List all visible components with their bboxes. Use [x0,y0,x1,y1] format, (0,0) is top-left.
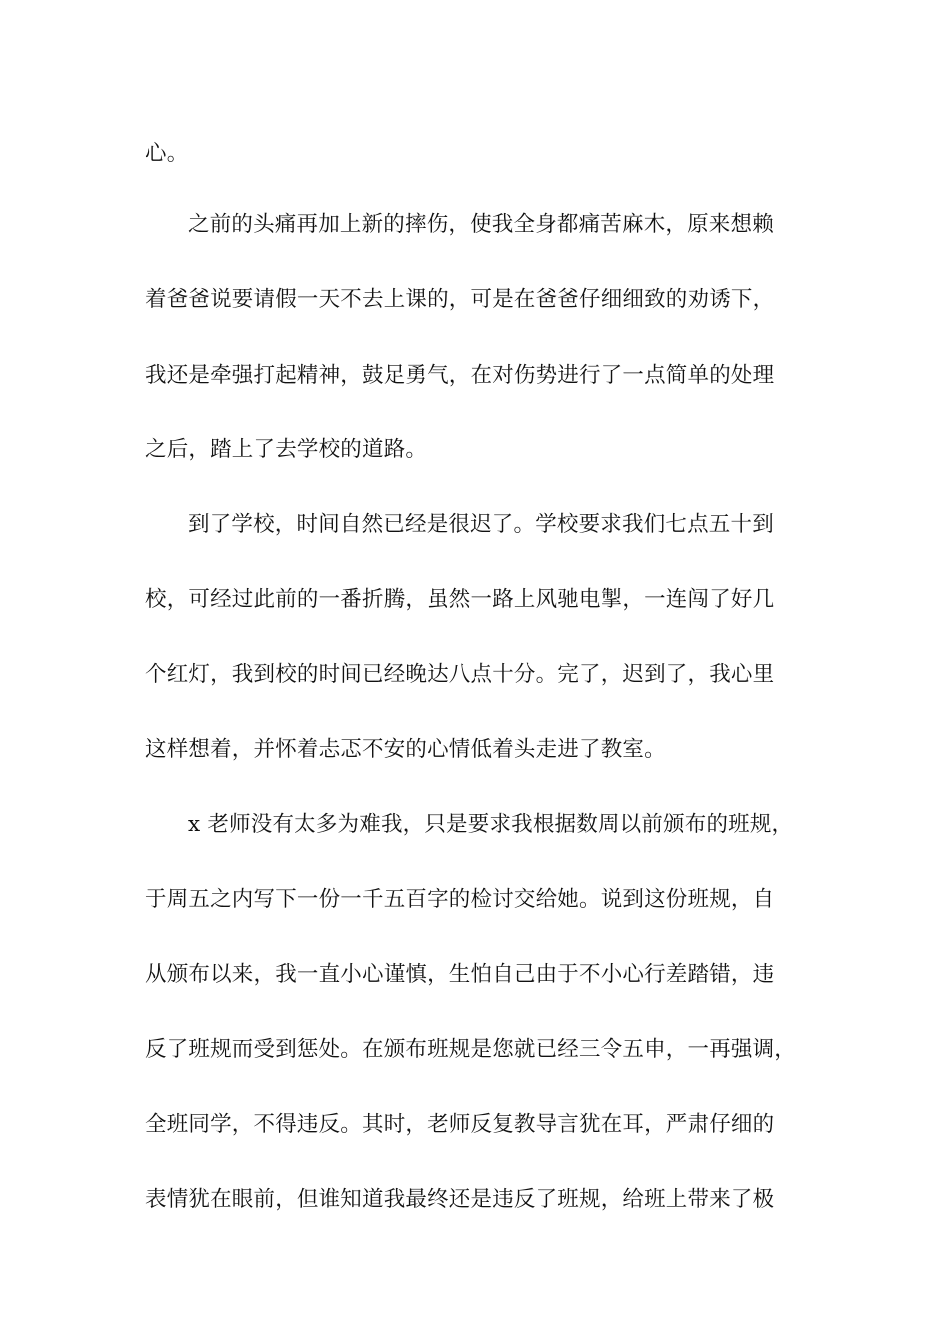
text-line: 个红灯，我到校的时间已经晚达八点十分。完了，迟到了，我心里 [145,662,775,687]
text-line: 于周五之内写下一份一千五百字的检讨交给她。说到这份班规，自 [145,887,775,912]
text-line: 表情犹在眼前，但谁知道我最终还是违反了班规，给班上带来了极 [145,1187,775,1212]
text-line: 这样想着，并怀着忐忑不安的心情低着头走进了教室。 [145,737,666,762]
text-line: 反了班规而受到惩处。在颁布班规是您就已经三令五申，一再强调， [145,1037,797,1062]
text-line: 心。 [145,141,189,166]
text-line: 我还是牵强打起精神，鼓足勇气，在对伤势进行了一点简单的处理 [145,363,775,388]
paragraph-start-line: x 老师没有太多为难我，只是要求我根据数周以前颁布的班规， [188,812,794,837]
text-line: 着爸爸说要请假一天不去上课的，可是在爸爸仔细细致的劝诱下， [145,287,775,312]
paragraph-start-line: 之前的头痛再加上新的摔伤，使我全身都痛苦麻木，原来想赖 [188,212,774,237]
text-line: 之后，踏上了去学校的道路。 [145,437,428,462]
text-line: 从颁布以来，我一直小心谨慎，生怕自己由于不小心行差踏错，违 [145,962,775,987]
paragraph-start-line: 到了学校，时间自然已经是很迟了。学校要求我们七点五十到 [188,512,774,537]
text-line: 校，可经过此前的一番折腾，虽然一路上风驰电掣，一连闯了好几 [145,587,775,612]
text-line: 全班同学，不得违反。其时，老师反复教导言犹在耳，严肃仔细的 [145,1112,775,1137]
